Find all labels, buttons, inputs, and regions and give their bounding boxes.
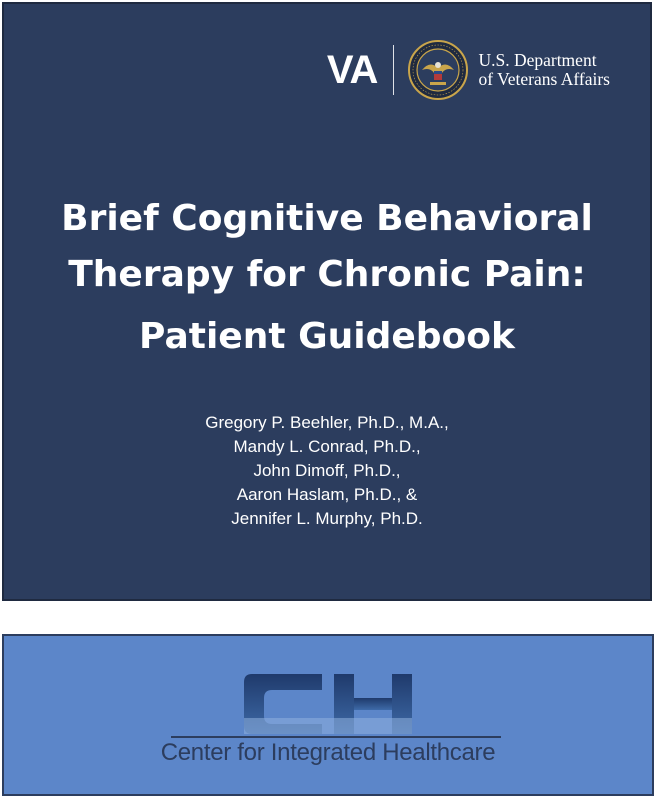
title-line-1: Brief Cognitive Behavioral: [61, 198, 593, 239]
va-dept-line-1: U.S. Department: [478, 50, 597, 70]
author-line: Aaron Haslam, Ph.D., &: [236, 485, 418, 504]
guidebook-title: [4, 191, 650, 365]
cover-top-panel: [2, 2, 652, 601]
va-divider: [393, 45, 394, 95]
va-logo: VA: [326, 48, 378, 92]
cover-bottom-panel: [2, 634, 654, 796]
author-line: Gregory P. Beehler, Ph.D., M.A.,: [205, 413, 449, 432]
author-line: John Dimoff, Ph.D.,: [253, 461, 401, 480]
author-line: Mandy L. Conrad, Ph.D.,: [233, 437, 421, 456]
title-line-3: Patient Guidebook: [139, 316, 515, 357]
va-header: [327, 40, 610, 100]
author-list: [4, 411, 650, 531]
cih-name: Center for Integrated Healthcare: [160, 739, 496, 766]
va-seal-icon: [408, 40, 468, 100]
author-line: Jennifer L. Murphy, Ph.D.: [231, 509, 423, 528]
va-department-name: [478, 51, 610, 89]
title-line-2: Therapy for Chronic Pain:: [68, 254, 586, 295]
va-dept-line-2: of Veterans Affairs: [478, 69, 610, 89]
